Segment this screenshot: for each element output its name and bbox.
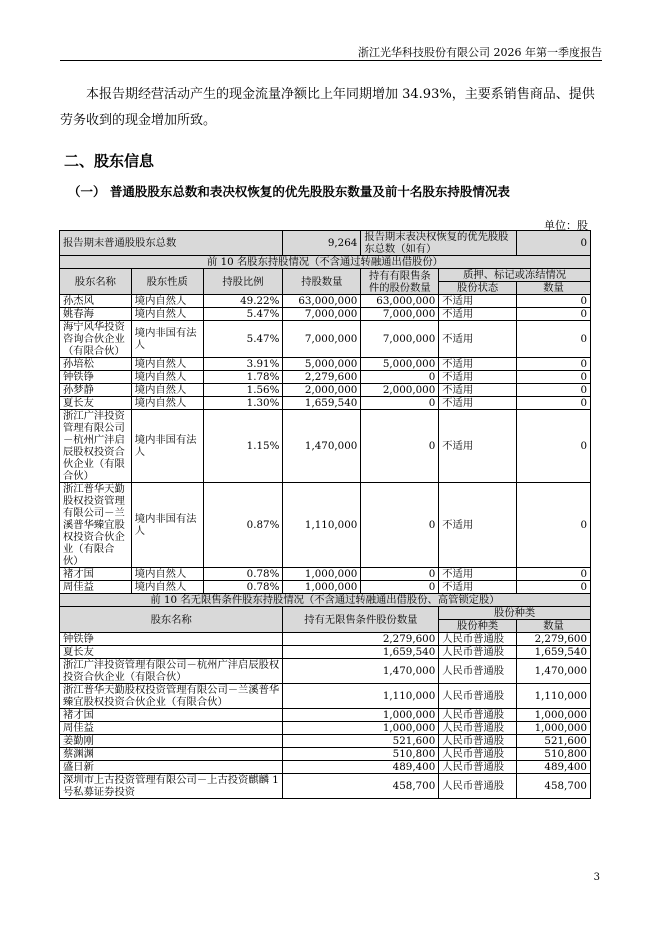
list-item (60, 633, 591, 646)
shareholder-table (59, 230, 591, 799)
unrestricted-quantity: 489,400 (283, 761, 439, 774)
pledge-status: 不适用 (439, 483, 517, 568)
restricted-shares: 7,000,000 (361, 321, 439, 358)
restricted-shares: 5,000,000 (361, 358, 439, 371)
restricted-shares: 0 (361, 410, 439, 483)
shareholder-name: 浙江普华天勤股权投资管理有限公司－兰溪普华臻宜股权投资合伙企业（有限合伙） (60, 483, 132, 568)
unrestricted-holder-name: 盛日新 (60, 761, 283, 774)
pledge-status: 不适用 (439, 397, 517, 410)
header-name: 股东名称 (60, 269, 132, 295)
shareholding-quantity: 7,000,000 (283, 321, 361, 358)
header-nature: 股东性质 (131, 269, 203, 295)
pledge-quantity: 0 (517, 581, 591, 594)
shareholding-ratio: 0.78% (203, 581, 283, 594)
unrestricted-holder-name: 浙江普华天勤股权投资管理有限公司－兰溪普华臻宜股权投资合伙企业（有限合伙） (60, 684, 283, 709)
shareholding-ratio: 0.78% (203, 568, 283, 581)
table-row (60, 568, 591, 581)
share-type: 人民币普通股 (439, 684, 517, 709)
table-row (60, 581, 591, 594)
shareholder-name: 浙江广沣投资管理有限公司－杭州广沣启辰股权投资合伙企业（有限合伙） (60, 410, 132, 483)
pledge-status: 不适用 (439, 384, 517, 397)
pledge-status: 不适用 (439, 295, 517, 308)
page-header: 浙江光华科技股份有限公司 2026 年第一季度报告 (358, 46, 602, 59)
unrestricted-quantity: 458,700 (283, 774, 439, 799)
shareholder-nature: 境内非国有法人 (131, 321, 203, 358)
share-type: 人民币普通股 (439, 709, 517, 722)
page-number: 3 (593, 872, 600, 883)
pledge-status: 不适用 (439, 568, 517, 581)
restricted-shares: 63,000,000 (361, 295, 439, 308)
list-item (60, 774, 591, 799)
table-row (60, 371, 591, 384)
shareholding-quantity: 7,000,000 (283, 308, 361, 321)
unrestricted-header-type-group: 股份种类 (439, 607, 591, 620)
unit-label: 单位：股 (544, 219, 588, 232)
unrestricted-quantity: 510,800 (283, 748, 439, 761)
pledge-status: 不适用 (439, 371, 517, 384)
restricted-shares: 0 (361, 371, 439, 384)
shareholder-nature: 境内自然人 (131, 581, 203, 594)
pledge-status: 不适用 (439, 581, 517, 594)
share-type: 人民币普通股 (439, 735, 517, 748)
unrestricted-holder-name: 夏长友 (60, 646, 283, 659)
pledge-quantity: 0 (517, 397, 591, 410)
top10-header-row (60, 269, 591, 282)
share-type-quantity: 521,600 (517, 735, 591, 748)
share-type-quantity: 489,400 (517, 761, 591, 774)
share-type-quantity: 1,110,000 (517, 684, 591, 709)
share-type: 人民币普通股 (439, 722, 517, 735)
share-type-quantity: 2,279,600 (517, 633, 591, 646)
share-type: 人民币普通股 (439, 659, 517, 684)
shareholding-quantity: 1,000,000 (283, 568, 361, 581)
table-row (60, 483, 591, 568)
list-item (60, 709, 591, 722)
unrestricted-quantity: 1,000,000 (283, 722, 439, 735)
header-pledge-status: 股份状态 (439, 282, 517, 295)
shareholding-ratio: 5.47% (203, 308, 283, 321)
share-type: 人民币普通股 (439, 646, 517, 659)
unrestricted-quantity: 521,600 (283, 735, 439, 748)
share-type: 人民币普通股 (439, 748, 517, 761)
pledge-status: 不适用 (439, 410, 517, 483)
header-quantity: 持股数量 (283, 269, 361, 295)
shareholding-ratio: 1.78% (203, 371, 283, 384)
preferred-holders-value: 0 (517, 231, 591, 256)
unrestricted-header-type-qty: 数量 (517, 620, 591, 633)
table-row (60, 295, 591, 308)
table-row (60, 397, 591, 410)
shareholder-nature: 境内非国有法人 (131, 410, 203, 483)
shareholding-quantity: 2,279,600 (283, 371, 361, 384)
shareholder-nature: 境内非国有法人 (131, 483, 203, 568)
shareholder-name: 姚春海 (60, 308, 132, 321)
header-divider (60, 60, 602, 61)
pledge-quantity: 0 (517, 358, 591, 371)
share-type-quantity: 510,800 (517, 748, 591, 761)
table-row (60, 358, 591, 371)
pledge-quantity: 0 (517, 384, 591, 397)
restricted-shares: 0 (361, 581, 439, 594)
unrestricted-quantity: 1,659,540 (283, 646, 439, 659)
shareholder-nature: 境内自然人 (131, 308, 203, 321)
common-holders-label: 报告期末普通股股东总数 (60, 231, 283, 256)
shareholder-nature: 境内自然人 (131, 384, 203, 397)
unrestricted-header-quantity: 持有无限售条件股份数量 (283, 607, 439, 633)
pledge-status: 不适用 (439, 321, 517, 358)
list-item (60, 761, 591, 774)
unrestricted-holder-name: 褚才国 (60, 709, 283, 722)
list-item (60, 659, 591, 684)
list-item (60, 646, 591, 659)
unrestricted-holder-name: 钟铁铮 (60, 633, 283, 646)
table-row (60, 321, 591, 358)
share-type-quantity: 1,659,540 (517, 646, 591, 659)
list-item (60, 748, 591, 761)
pledge-quantity: 0 (517, 568, 591, 581)
list-item (60, 722, 591, 735)
unrestricted-header-type: 股份种类 (439, 620, 517, 633)
share-type-quantity: 458,700 (517, 774, 591, 799)
unrestricted-holder-name: 深圳市上古投资管理有限公司－上古投资麒麟 1 号私募证券投资 (60, 774, 283, 799)
pledge-quantity: 0 (517, 410, 591, 483)
shareholding-quantity: 5,000,000 (283, 358, 361, 371)
restricted-shares: 0 (361, 568, 439, 581)
shareholding-quantity: 63,000,000 (283, 295, 361, 308)
shareholding-ratio: 5.47% (203, 321, 283, 358)
unrestricted-header-row (60, 607, 591, 620)
shareholder-nature: 境内自然人 (131, 371, 203, 384)
header-pledge-group: 质押、标记或冻结情况 (439, 269, 591, 282)
shareholder-nature: 境内自然人 (131, 397, 203, 410)
shareholder-name: 孙培松 (60, 358, 132, 371)
unrestricted-caption-row (60, 594, 591, 607)
unrestricted-quantity: 1,000,000 (283, 709, 439, 722)
section-title: 二、股东信息 (64, 152, 155, 170)
shareholder-name: 褚才国 (60, 568, 132, 581)
shareholding-quantity: 1,470,000 (283, 410, 361, 483)
unrestricted-quantity: 2,279,600 (283, 633, 439, 646)
pledge-quantity: 0 (517, 483, 591, 568)
share-type: 人民币普通股 (439, 633, 517, 646)
shareholder-nature: 境内自然人 (131, 295, 203, 308)
pledge-status: 不适用 (439, 358, 517, 371)
unrestricted-holder-name: 周佳益 (60, 722, 283, 735)
pledge-status: 不适用 (439, 308, 517, 321)
restricted-shares: 0 (361, 483, 439, 568)
shareholder-name: 夏长友 (60, 397, 132, 410)
pledge-quantity: 0 (517, 371, 591, 384)
common-holders-value: 9,264 (283, 231, 361, 256)
unrestricted-holder-name: 浙江广沣投资管理有限公司－杭州广沣启辰股权投资合伙企业（有限合伙） (60, 659, 283, 684)
shareholding-ratio: 1.56% (203, 384, 283, 397)
shareholder-name: 钟铁铮 (60, 371, 132, 384)
pledge-quantity: 0 (517, 308, 591, 321)
restricted-shares: 2,000,000 (361, 384, 439, 397)
top10-caption-row (60, 256, 591, 269)
share-type: 人民币普通股 (439, 774, 517, 799)
shareholder-nature: 境内自然人 (131, 358, 203, 371)
share-type-quantity: 1,470,000 (517, 659, 591, 684)
shareholding-ratio: 1.30% (203, 397, 283, 410)
top10-caption: 前 10 名股东持股情况（不含通过转融通出借股份） (60, 256, 591, 269)
summary-row (60, 231, 591, 256)
restricted-shares: 7,000,000 (361, 308, 439, 321)
header-ratio: 持股比例 (203, 269, 283, 295)
shareholding-quantity: 2,000,000 (283, 384, 361, 397)
shareholder-name: 孙杰风 (60, 295, 132, 308)
header-pledge-qty: 数量 (517, 282, 591, 295)
share-type-quantity: 1,000,000 (517, 722, 591, 735)
restricted-shares: 0 (361, 397, 439, 410)
unrestricted-caption: 前 10 名无限售条件股东持股情况（不含通过转融通出借股份、高管锁定股） (60, 594, 591, 607)
unrestricted-header-name: 股东名称 (60, 607, 283, 633)
preferred-holders-label: 报告期末表决权恢复的优先股股东总数（如有） (361, 231, 517, 256)
shareholding-quantity: 1,110,000 (283, 483, 361, 568)
pledge-quantity: 0 (517, 321, 591, 358)
header-restricted: 持有有限售条件的股份数量 (361, 269, 439, 295)
shareholding-quantity: 1,659,540 (283, 397, 361, 410)
share-type-quantity: 1,000,000 (517, 709, 591, 722)
table-row (60, 308, 591, 321)
table-row (60, 410, 591, 483)
shareholding-ratio: 0.87% (203, 483, 283, 568)
share-type: 人民币普通股 (439, 761, 517, 774)
shareholder-name: 周佳益 (60, 581, 132, 594)
pledge-quantity: 0 (517, 295, 591, 308)
shareholding-ratio: 3.91% (203, 358, 283, 371)
shareholding-ratio: 49.22% (203, 295, 283, 308)
subsection-title: （一） 普通股股东总数和表决权恢复的优先股股东数量及前十名股东持股情况表 (68, 184, 510, 199)
list-item (60, 684, 591, 709)
table-row (60, 384, 591, 397)
cash-flow-paragraph: 本报告期经营活动产生的现金流量净额比上年同期增加 34.93%，主要系销售商品、提供劳务收到的现金增加所致。 (60, 87, 595, 128)
unrestricted-holder-name: 姜勤刚 (60, 735, 283, 748)
shareholding-ratio: 1.15% (203, 410, 283, 483)
shareholder-name: 孙梦静 (60, 384, 132, 397)
shareholder-nature: 境内自然人 (131, 568, 203, 581)
unrestricted-holder-name: 蔡渊渊 (60, 748, 283, 761)
shareholder-name: 海宁风华投资咨询合伙企业（有限合伙） (60, 321, 132, 358)
unrestricted-quantity: 1,470,000 (283, 659, 439, 684)
unrestricted-quantity: 1,110,000 (283, 684, 439, 709)
list-item (60, 735, 591, 748)
shareholding-quantity: 1,000,000 (283, 581, 361, 594)
